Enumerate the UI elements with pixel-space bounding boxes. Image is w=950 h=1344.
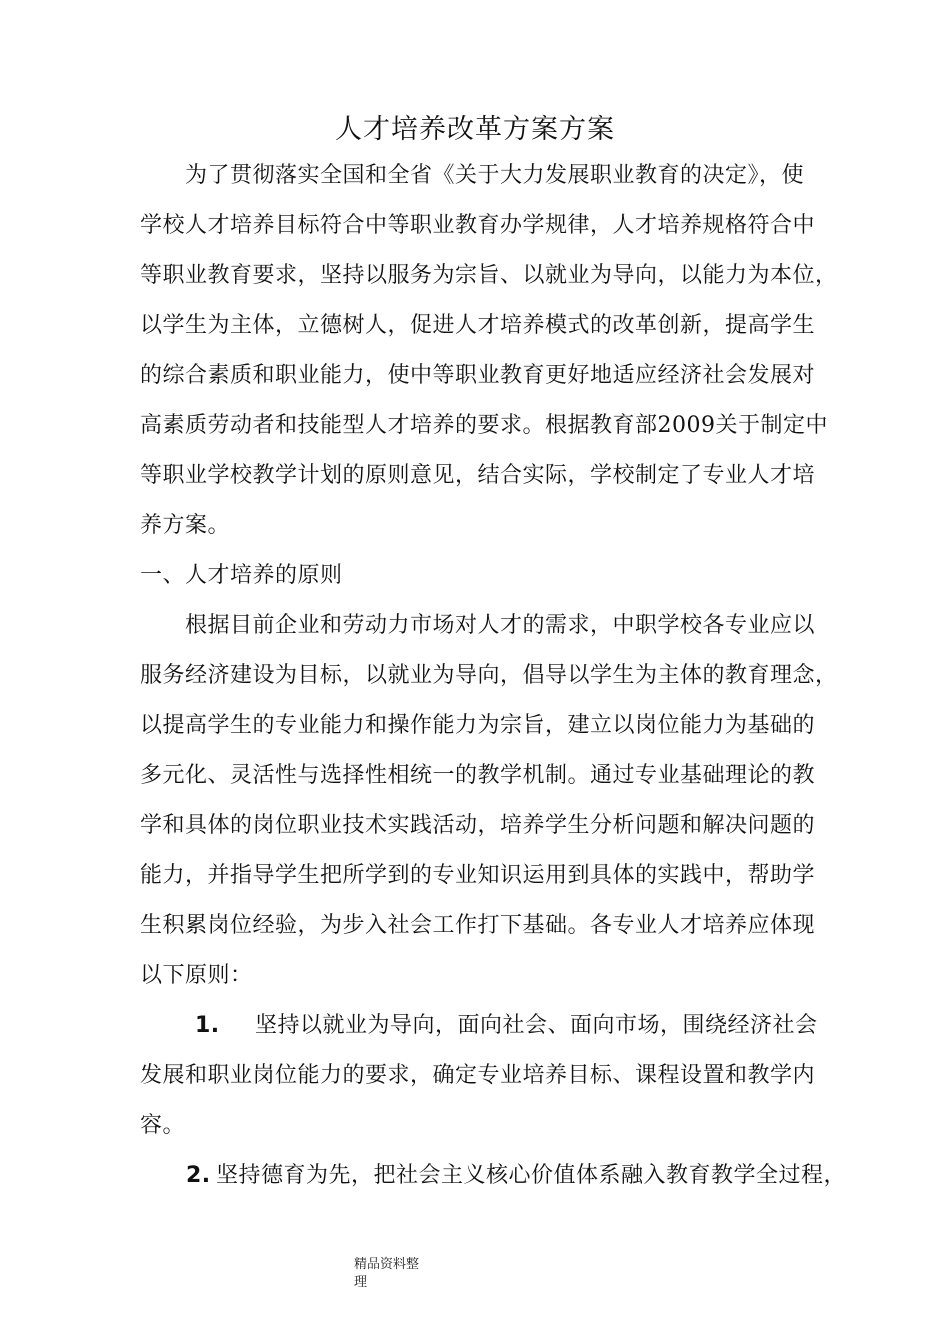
paragraph-line: 等职业教育要求，坚持以服务为宗旨、以就业为导向，以能力为本位， [140, 263, 838, 288]
paragraph-line: 以提高学生的专业能力和操作能力为宗旨，建立以岗位能力为基础的 [140, 713, 816, 738]
paragraph-line: 根据目前企业和劳动力市场对人才的需求，中职学校各专业应以 [185, 613, 816, 638]
paragraph-line: 多元化、灵活性与选择性相统一的教学机制。通过专业基础理论的教 [140, 763, 816, 788]
list-item-number: 2. [186, 1163, 211, 1188]
paragraph-line: 等职业学校教学计划的原则意见，结合实际，学校制定了专业人才培 [140, 463, 816, 488]
page-footer [354, 1256, 434, 1292]
paragraph-line: 容。 [140, 1113, 186, 1138]
paragraph-line: 为了贯彻落实全国和全省《关于大力发展职业教育的决定》，使 [185, 163, 805, 188]
paragraph-line: 养方案。 [140, 513, 231, 538]
footer-line: 理 [354, 1275, 368, 1290]
paragraph-line: 生积累岗位经验，为步入社会工作打下基础。各专业人才培养应体现 [140, 913, 816, 938]
list-item-number: 1. [195, 1013, 220, 1038]
document-title: 人才培养改革方案方案 [335, 114, 615, 145]
section-heading: 一、人才培养的原则 [140, 563, 343, 588]
paragraph-line: 能力，并指导学生把所学到的专业知识运用到具体的实践中，帮助学 [140, 863, 816, 888]
paragraph-line: 的综合素质和职业能力，使中等职业教育更好地适应经济社会发展对 [140, 363, 816, 388]
paragraph-line: 学和具体的岗位职业技术实践活动，培养学生分析问题和解决问题的 [140, 813, 816, 838]
list-item-text: 坚持德育为先，把社会主义核心价值体系融入教育教学全过程， [216, 1163, 847, 1188]
list-item-text: 坚持以就业为导向，面向社会、面向市场，围绕经济社会 [255, 1013, 818, 1038]
paragraph-line: 高素质劳动者和技能型人才培养的要求。根据教育部2009关于制定中 [140, 413, 828, 438]
paragraph-line: 发展和职业岗位能力的要求，确定专业培养目标、课程设置和教学内 [140, 1063, 816, 1088]
paragraph-line: 以下原则： [140, 963, 253, 988]
paragraph-line: 学校人才培养目标符合中等职业教育办学规律，人才培养规格符合中 [140, 213, 816, 238]
footer-line: 精品资料整 [354, 1257, 420, 1272]
paragraph-line: 服务经济建设为目标，以就业为导向，倡导以学生为主体的教育理念， [140, 663, 838, 688]
paragraph-line: 以学生为主体，立德树人，促进人才培养模式的改革创新，提高学生 [140, 313, 816, 338]
